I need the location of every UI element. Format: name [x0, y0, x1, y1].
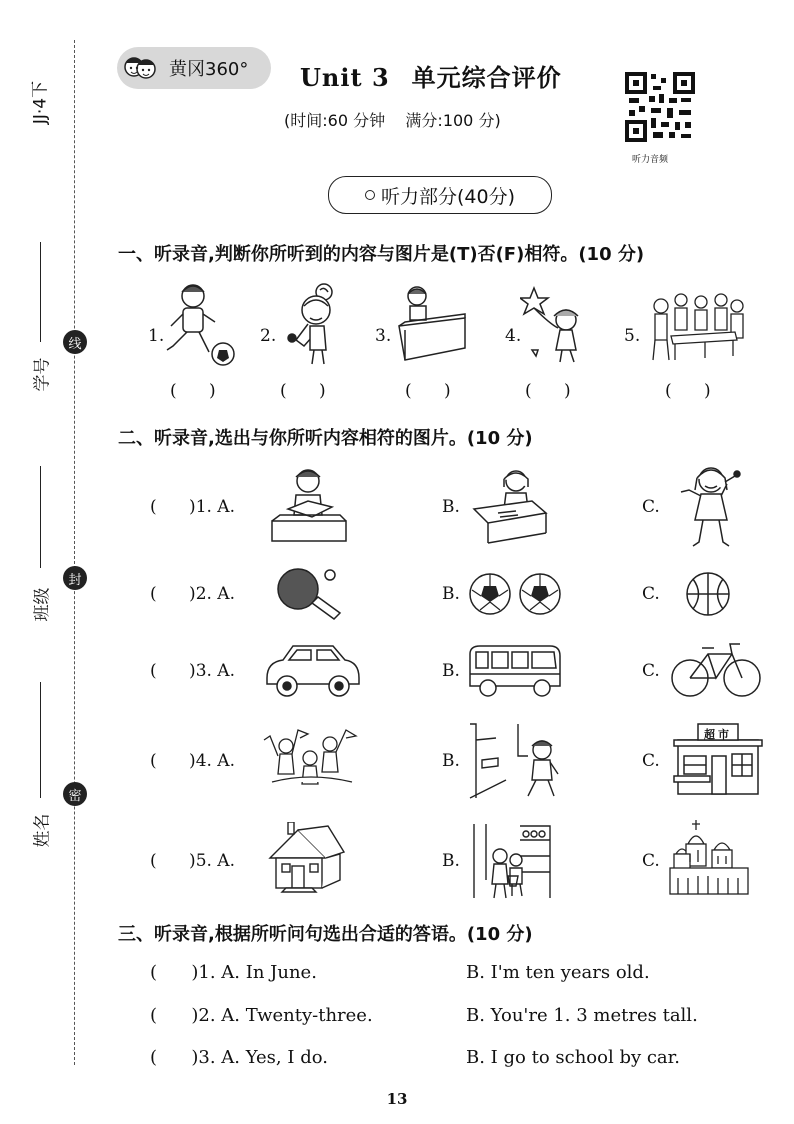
part1-item-1-num: 1. [148, 326, 165, 346]
listening-section-title: 听力部分(40分) [328, 176, 552, 214]
boy-kicking-ball-icon [165, 280, 240, 368]
class-line [40, 466, 41, 568]
boy-at-desk-icon [395, 282, 470, 364]
brand-name: 黄冈360° [169, 59, 249, 80]
binding-dashed-line [74, 40, 75, 1065]
student-id-line [40, 242, 41, 342]
part3-item-2-a[interactable]: ( )2. A. Twenty-three. [150, 1005, 373, 1026]
part2-row-4-label[interactable]: ( )4. A. [150, 751, 235, 771]
part1-heading: 一、听录音,判断你所听到的内容与图片是(T)否(F)相符。(10 分) [118, 244, 645, 265]
boy-walking-to-school-icon [466, 720, 566, 802]
part2-row-3-label[interactable]: ( )3. A. [150, 661, 235, 681]
grade-label: JJ·4下 [30, 80, 51, 125]
qr-caption: 听力音频 [632, 155, 669, 165]
seal-mark-seal: 封 [63, 566, 87, 590]
girl-singing-with-mic-icon [675, 462, 745, 550]
part1-item-5-num: 5. [624, 326, 641, 346]
part3-item-2-b: B. You're 1. 3 metres tall. [466, 1005, 698, 1026]
name-line [40, 682, 41, 798]
class-label: 班级 [32, 587, 53, 622]
part1-answer-3[interactable]: ( ) [405, 381, 451, 401]
part2-heading: 二、听录音,选出与你所听内容相符的图片。(10 分) [118, 428, 533, 449]
name-label: 姓名 [32, 813, 53, 848]
part3-item-3-a[interactable]: ( )3. A. Yes, I do. [150, 1047, 328, 1068]
title-text: 单元综合评价 [411, 64, 562, 92]
part2-row-1-b: B. [442, 497, 460, 517]
part3-item-1-b: B. I'm ten years old. [466, 962, 650, 983]
student-id-label: 学号 [32, 357, 53, 392]
part3-item-3-b: B. I go to school by car. [466, 1047, 681, 1068]
bus-icon [466, 640, 564, 698]
part2-row-3-c: C. [642, 661, 660, 681]
part2-row-1-label[interactable]: ( )1. A. [150, 497, 235, 517]
kids-in-classroom-icon [645, 290, 750, 362]
bicycle-icon [670, 638, 762, 700]
house-icon [266, 822, 346, 894]
part2-row-5-c: C. [642, 851, 660, 871]
boy-reading-at-desk-icon [268, 465, 350, 545]
part2-row-2-b: B. [442, 584, 460, 604]
part2-row-5-b: B. [442, 851, 460, 871]
seal-mark-secret: 密 [63, 782, 87, 806]
cartoon-kids-logo-icon [121, 49, 159, 87]
basketball-icon [684, 570, 732, 618]
part3-heading: 三、听录音,根据所听问句选出合适的答语。(10 分) [118, 924, 533, 945]
kids-with-flags-icon [262, 722, 358, 792]
part2-row-2-label[interactable]: ( )2. A. [150, 584, 235, 604]
supermarket-sign: 超市 [704, 728, 732, 741]
page-title [300, 58, 562, 93]
part1-item-2-num: 2. [260, 326, 277, 346]
girl-writing-at-desk-icon [468, 465, 550, 549]
time-score-info: (时间:60 分钟 满分:100 分) [284, 111, 501, 130]
girl-flying-kite-icon [520, 284, 592, 364]
brand-badge [117, 47, 271, 89]
ping-pong-paddle-icon [268, 565, 343, 623]
qr-code-icon [625, 72, 695, 142]
page-number: 13 [386, 1090, 408, 1108]
part2-row-3-b: B. [442, 661, 460, 681]
shopping-at-store-icon [470, 820, 554, 900]
part1-answer-4[interactable]: ( ) [525, 381, 571, 401]
girl-singing-icon [280, 280, 352, 368]
unit-label: Unit 3 [300, 63, 390, 92]
part2-row-1-c: C. [642, 497, 660, 517]
part2-row-4-c: C. [642, 751, 660, 771]
part1-item-4-num: 4. [505, 326, 522, 346]
part1-answer-1[interactable]: ( ) [170, 381, 216, 401]
church-cathedral-icon [668, 820, 750, 896]
seal-mark-line: 线 [63, 330, 87, 354]
part2-row-4-b: B. [442, 751, 460, 771]
part1-answer-2[interactable]: ( ) [280, 381, 326, 401]
two-soccer-balls-icon [468, 570, 564, 618]
circle-bullet-icon [365, 190, 375, 200]
part2-row-5-label[interactable]: ( )5. A. [150, 851, 235, 871]
part2-row-2-c: C. [642, 584, 660, 604]
part1-item-3-num: 3. [375, 326, 392, 346]
part1-answer-5[interactable]: ( ) [665, 381, 711, 401]
car-icon [263, 638, 363, 700]
part3-item-1-a[interactable]: ( )1. A. In June. [150, 962, 317, 983]
